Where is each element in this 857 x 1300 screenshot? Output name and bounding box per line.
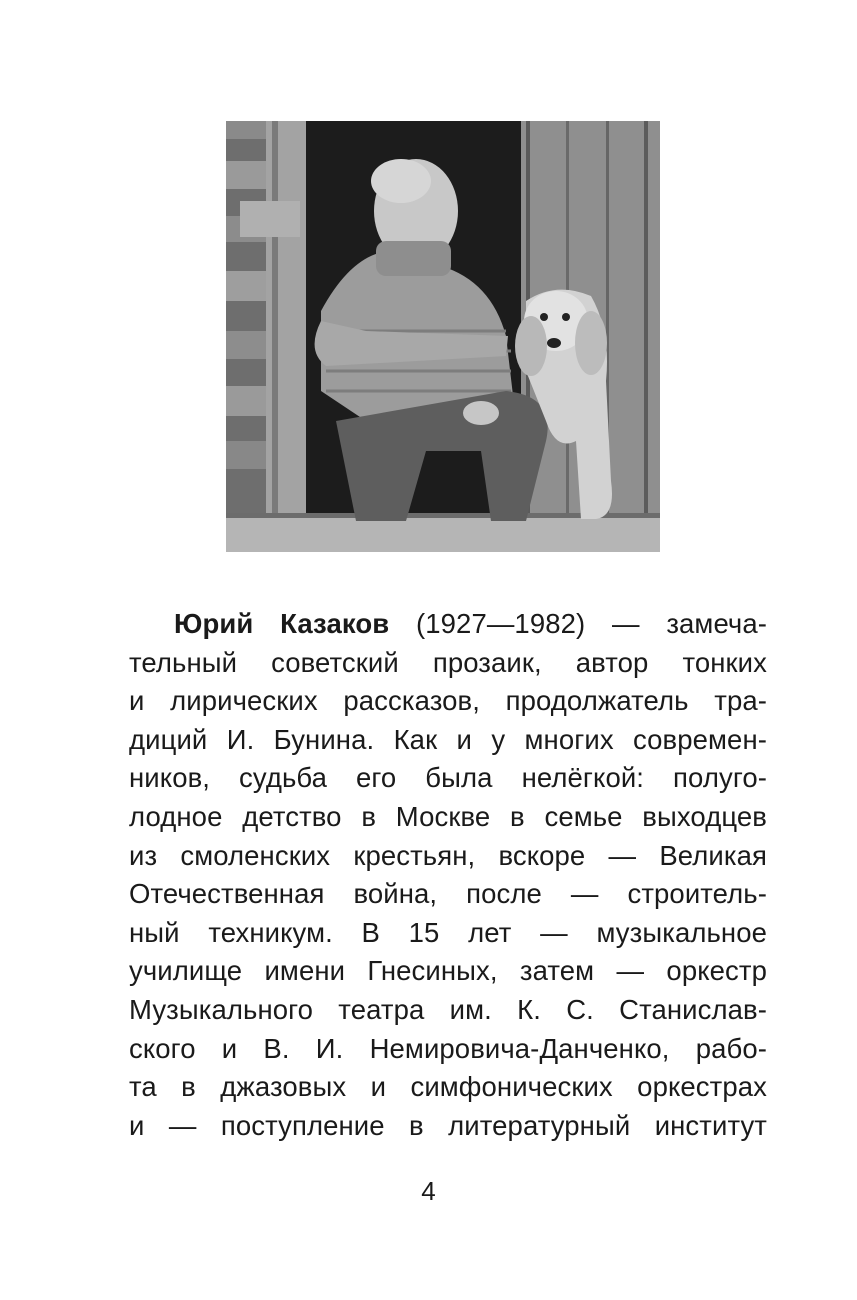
- paragraph-line-12: ского и В. И. Немировича-Данченко, рабо-: [129, 1032, 767, 1064]
- paragraph-line-9: ный техникум. В 15 лет — музыкальное: [129, 916, 767, 948]
- paragraph-line-2: тельный советский прозаик, автор тонких: [129, 646, 767, 678]
- photo-illustration: [226, 121, 660, 552]
- page-number: 4: [421, 1176, 436, 1206]
- biography-paragraph: [129, 605, 767, 1145]
- paragraph-line-5: ников, судьба его была нелёгкой: полуго-: [129, 762, 767, 794]
- paragraph-line-13: та в джазовых и симфонических оркестрах: [129, 1071, 767, 1103]
- paragraph-line-6: лодное детство в Москве в семье выходцев: [129, 800, 767, 832]
- paragraph-line-7: из смоленских крестьян, вскоре — Великая: [129, 839, 767, 871]
- paragraph-line-14: и — поступление в литературный институт: [129, 1109, 767, 1141]
- paragraph-line-10: училище имени Гнесиных, затем — оркестр: [129, 955, 767, 987]
- paragraph-line-1: [129, 605, 767, 644]
- paragraph-line-11: Музыкального театра им. К. С. Станислав-: [129, 993, 767, 1025]
- author-name: Юрий Казаков: [174, 608, 390, 639]
- paragraph-line-8: Отечественная война, после — строитель-: [129, 878, 767, 910]
- paragraph-line-1-text: (1927—1982) — замеча-: [389, 608, 768, 639]
- author-portrait-photo: [226, 121, 660, 552]
- paragraph-line-4: диций И. Бунина. Как и у многих современ-: [129, 723, 767, 755]
- paragraph-line-3: и лирических рассказов, продолжатель тра-: [129, 685, 767, 717]
